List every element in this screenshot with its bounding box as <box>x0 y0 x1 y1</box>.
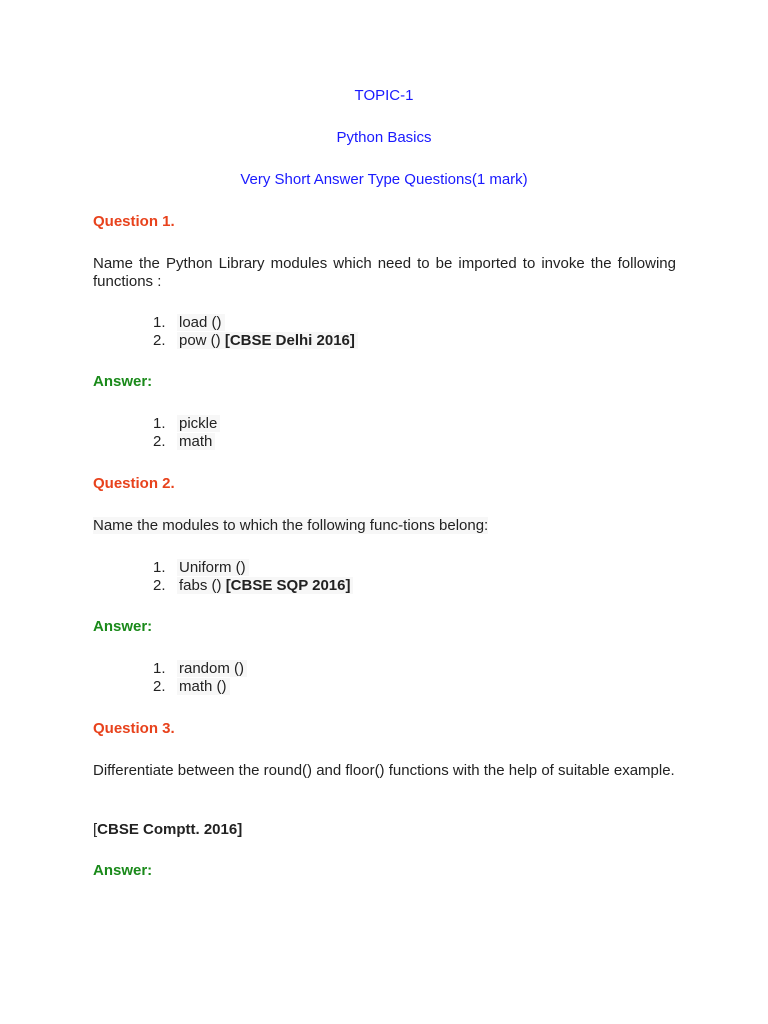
list-text: pow () <box>179 332 225 349</box>
list-text: fabs () <box>179 577 226 594</box>
question-2-item <box>153 559 249 577</box>
list-number: 1. <box>153 415 166 432</box>
answer-3-label: Answer: <box>93 862 153 879</box>
list-text: math () <box>177 678 230 695</box>
question-1-item <box>153 332 358 350</box>
answer-1-label: Answer: <box>93 373 153 390</box>
list-number: 1. <box>153 559 166 576</box>
question-1-label: Question 1. <box>93 213 175 230</box>
topic-heading: TOPIC-1 <box>354 87 414 104</box>
list-text: random () <box>177 660 247 677</box>
list-text: pickle <box>177 415 220 432</box>
list-number: 2. <box>153 332 166 349</box>
exam-source-tag: [CBSE SQP 2016] <box>225 577 351 594</box>
answer-1-item <box>153 433 215 451</box>
section-heading: Very Short Answer Type Questions(1 mark) <box>240 171 528 188</box>
list-number: 2. <box>153 577 166 594</box>
answer-2-item <box>153 678 230 696</box>
question-3-source: [CBSE Comptt. 2016] <box>93 821 243 838</box>
list-text: load () <box>177 314 225 331</box>
list-text: math <box>177 433 215 450</box>
list-text: Uniform () <box>177 559 249 576</box>
list-number: 1. <box>153 660 166 677</box>
exam-source-tag: CBSE Comptt. 2016] <box>97 821 243 838</box>
list-number: 2. <box>153 433 166 450</box>
question-2-label: Question 2. <box>93 475 175 492</box>
subject-heading: Python Basics <box>336 129 432 146</box>
question-3-text: Differentiate between the round() and floor() functions with the help of suitable example. <box>93 762 675 779</box>
list-number: 1. <box>153 314 166 331</box>
list-number: 2. <box>153 678 166 695</box>
answer-2-item <box>153 660 247 678</box>
answer-1-item <box>153 415 220 433</box>
question-3-label: Question 3. <box>93 720 175 737</box>
question-2-text: Name the modules to which the following func-tions belong: <box>93 517 489 534</box>
answer-2-label: Answer: <box>93 618 153 635</box>
question-2-item <box>153 577 353 595</box>
exam-source-tag: [CBSE Delhi 2016] <box>224 332 355 349</box>
question-1-item <box>153 314 225 332</box>
question-1-text: Name the Python Library modules which need to be imported to invoke the following functions : <box>93 255 676 290</box>
